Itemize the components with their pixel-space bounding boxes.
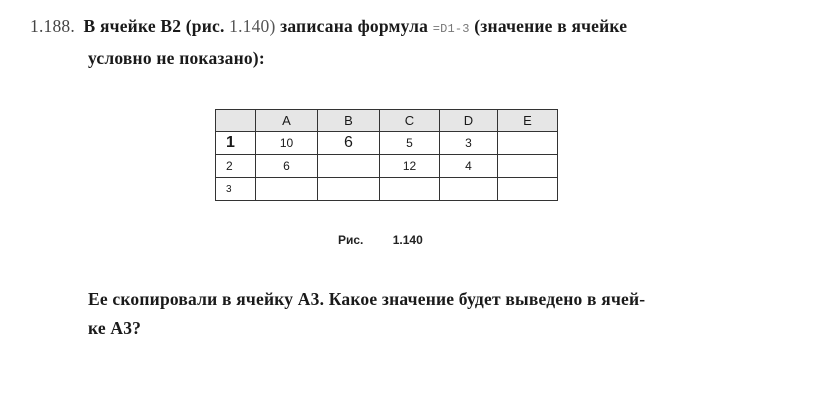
- cell-d2: 4: [440, 155, 498, 178]
- row-header-3: 3: [216, 178, 256, 201]
- cell-a3: [256, 178, 318, 201]
- table-row: [216, 132, 558, 155]
- caption-label: Рис.: [338, 233, 364, 247]
- problem-text-part-1: В ячейке В2 (рис.: [83, 16, 225, 36]
- cell-e1: [498, 132, 558, 155]
- formula-text: =D1-3: [432, 22, 470, 36]
- question-line-2: ке А3?: [88, 318, 142, 338]
- cell-c3: [380, 178, 440, 201]
- cell-b3: [318, 178, 380, 201]
- figure-caption: [338, 233, 423, 247]
- cell-a1: 10: [256, 132, 318, 155]
- column-header-row: [216, 110, 558, 132]
- table-row: [216, 178, 558, 201]
- column-header-d: D: [440, 110, 498, 132]
- cell-c2: 12: [380, 155, 440, 178]
- cell-c1: 5: [380, 132, 440, 155]
- problem-number: 1.188.: [30, 16, 75, 36]
- problem-statement: [30, 12, 770, 73]
- problem-text-part-3: (значение в ячейке: [474, 16, 628, 36]
- problem-text-part-2: записана формула: [280, 16, 429, 36]
- cell-b1: 6: [318, 132, 380, 155]
- row-header-1: 1: [216, 132, 256, 155]
- column-header-b: B: [318, 110, 380, 132]
- cell-d1: 3: [440, 132, 498, 155]
- question-line-1: Ее скопировали в ячейку А3. Какое значение будет выведено в ячей-: [88, 289, 646, 309]
- column-header-c: C: [380, 110, 440, 132]
- column-header-a: A: [256, 110, 318, 132]
- cell-e2: [498, 155, 558, 178]
- column-header-e: E: [498, 110, 558, 132]
- figure-reference: 1.140): [229, 16, 276, 36]
- spreadsheet-figure: [215, 109, 558, 201]
- row-header-2: 2: [216, 155, 256, 178]
- caption-number: 1.140: [392, 233, 423, 247]
- cell-b2: [318, 155, 380, 178]
- corner-cell: [216, 110, 256, 132]
- table-row: [216, 155, 558, 178]
- question-text: [88, 285, 778, 343]
- cell-d3: [440, 178, 498, 201]
- cell-a2: 6: [256, 155, 318, 178]
- spreadsheet-table: [215, 109, 558, 201]
- cell-e3: [498, 178, 558, 201]
- problem-text-line-2: условно не показано):: [88, 48, 265, 68]
